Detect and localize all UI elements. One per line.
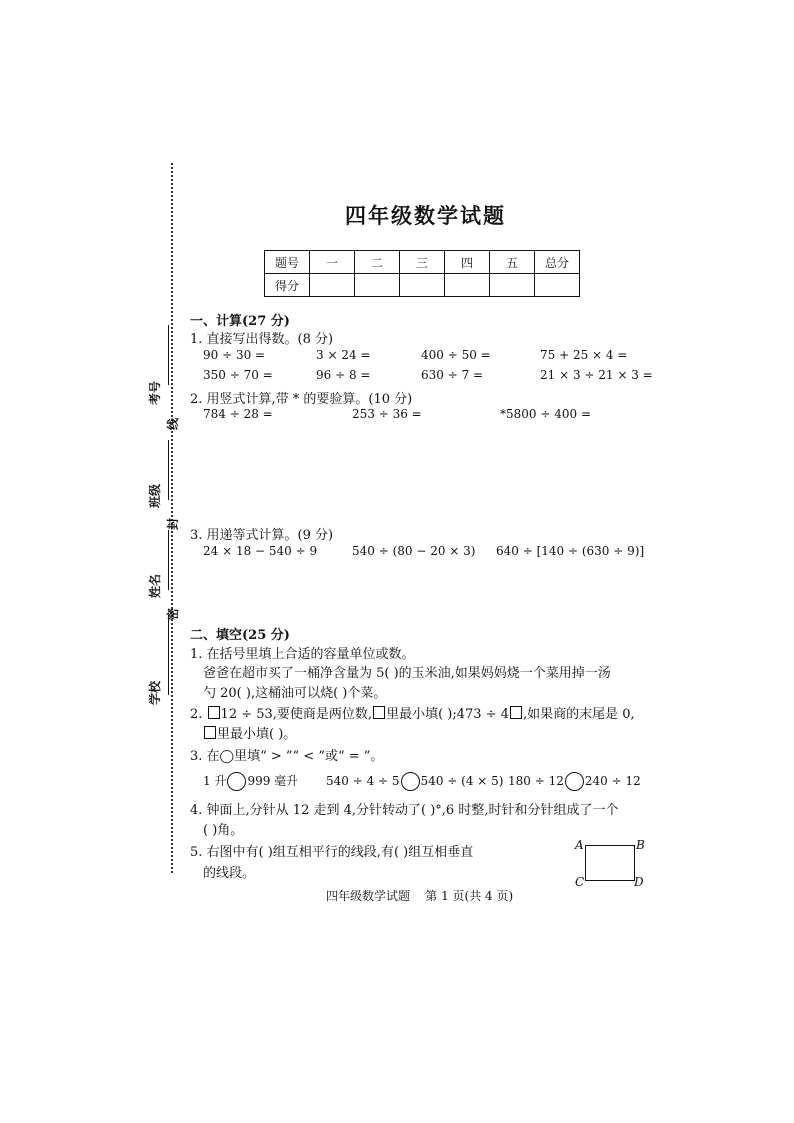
compare-left: 540 ÷ 4 ÷ 5 [326,774,400,788]
s1-q1-item: 400 ÷ 50 = [421,348,491,362]
s2-q2-text-d: 里最小填( )。 [217,727,297,742]
header-cell: 三 [400,251,445,274]
compare-right: 540 ÷ (4 × 5) [420,774,504,788]
s1-q2-item: 784 ÷ 28 = [203,407,273,421]
s2-q3-label: 3. 在◯里填“ > ”“ < ”或“ = ”。 [190,749,384,764]
side-label-school: 学校 [148,680,162,705]
s1-q1-label: 1. 直接写出得数。(8 分) [190,332,334,347]
s1-q1-item: 90 ÷ 30 = [203,348,266,362]
s1-q1-item: 75 + 25 × 4 = [540,348,628,362]
score-table [264,250,580,297]
s1-q3-label: 3. 用递等式计算。(9 分) [190,528,334,543]
section1-heading: 一、计算(27 分) [190,314,290,329]
s1-q3-item: 640 ÷ [140 ÷ (630 ÷ 9)] [496,544,645,558]
class-line [168,440,169,500]
score-cell[interactable] [490,274,535,297]
header-cell: 五 [490,251,535,274]
s1-q1-item: 350 ÷ 70 = [203,368,273,382]
s2-q3-item2 [326,772,503,791]
s2-q1-label: 1. 在括号里填上合适的容量单位或数。 [190,647,415,662]
page-footer: 四年级数学试题 第 1 页(共 4 页) [326,889,514,903]
name-line [168,530,169,590]
blank-box-icon [373,706,385,719]
s2-q5-line1: 5. 右图中有( )组互相平行的线段,有( )组互相垂直 [190,845,474,860]
score-cell[interactable] [355,274,400,297]
seal-mark-line: 线 [166,417,180,430]
s1-q1-item: 96 ÷ 8 = [316,368,371,382]
s1-q1-item: 630 ÷ 7 = [421,368,484,382]
side-label-name: 姓名 [148,573,162,598]
s2-q2-line2 [203,723,296,742]
point-label-c: C [575,875,585,889]
blank-box-icon [510,706,522,719]
score-cell[interactable] [310,274,355,297]
score-table-header-row [265,251,580,274]
point-label-a: A [575,838,584,852]
score-cell[interactable] [535,274,580,297]
s2-q2-text-b: 里最小填( );473 ÷ 4 [386,707,509,722]
page-title: 四年级数学试题 [345,203,506,228]
header-cell: 题号 [265,251,310,274]
school-line [168,615,169,695]
side-label-exam-number: 考号 [148,380,162,405]
s2-q5-line2: 的线段。 [203,866,256,881]
s2-q2-num: 2. [190,707,203,722]
blank-box-icon [208,706,220,719]
s1-q1-item: 3 × 24 = [316,348,371,362]
header-cell: 四 [445,251,490,274]
seal-mark-secret: 密 [166,607,180,620]
compare-circle-icon[interactable] [227,772,246,791]
score-table-score-row [265,274,580,297]
s2-q2-text-a: 12 ÷ 53,要使商是两位数, [220,707,373,722]
point-label-d: D [634,875,644,889]
blank-box-icon [204,726,216,739]
compare-right: 999 毫升 [247,774,299,788]
s1-q2-label: 2. 用竖式计算,带 * 的要验算。(10 分) [190,392,413,407]
side-label-class: 班级 [148,483,162,508]
score-cell[interactable] [400,274,445,297]
compare-right: 240 ÷ 12 [584,774,641,788]
seal-mark-seal: 封 [166,517,180,530]
header-cell: 一 [310,251,355,274]
compare-left: 1 升 [203,774,227,788]
s2-q4-line2: ( )角。 [203,823,244,838]
s1-q3-item: 24 × 18 − 540 ÷ 9 [203,544,318,558]
s1-q2-item: 253 ÷ 36 = [352,407,422,421]
score-cell[interactable] [445,274,490,297]
section2-heading: 二、填空(25 分) [190,628,290,643]
s1-q1-item: 21 × 3 ÷ 21 × 3 = [540,368,653,382]
s2-q3-item1 [203,772,298,791]
s2-q3-item3 [508,772,641,791]
s1-q3-item: 540 ÷ (80 − 20 × 3) [352,544,476,558]
s2-q1-line2: 勺 20( ),这桶油可以烧( )个菜。 [203,686,387,701]
s2-q2-text-c: ,如果商的末尾是 0, [522,707,635,722]
s2-q2-line1 [190,703,635,722]
compare-left: 180 ÷ 12 [508,774,564,788]
compare-circle-icon[interactable] [565,772,584,791]
point-label-b: B [636,838,645,852]
exam-number-line [168,325,169,385]
header-cell: 二 [355,251,400,274]
s1-q2-item: *5800 ÷ 400 = [500,407,591,421]
rectangle-figure [585,845,635,881]
s2-q4-line1: 4. 钟面上,分针从 12 走到 4,分针转动了( )°,6 时整,时针和分针组成了一个 [190,803,619,818]
s2-q1-line1: 爸爸在超市买了一桶净含量为 5( )的玉米油,如果妈妈烧一个菜用掉一汤 [203,666,611,681]
header-cell: 总分 [535,251,580,274]
compare-circle-icon[interactable] [401,772,420,791]
row-label-cell: 得分 [265,274,310,297]
